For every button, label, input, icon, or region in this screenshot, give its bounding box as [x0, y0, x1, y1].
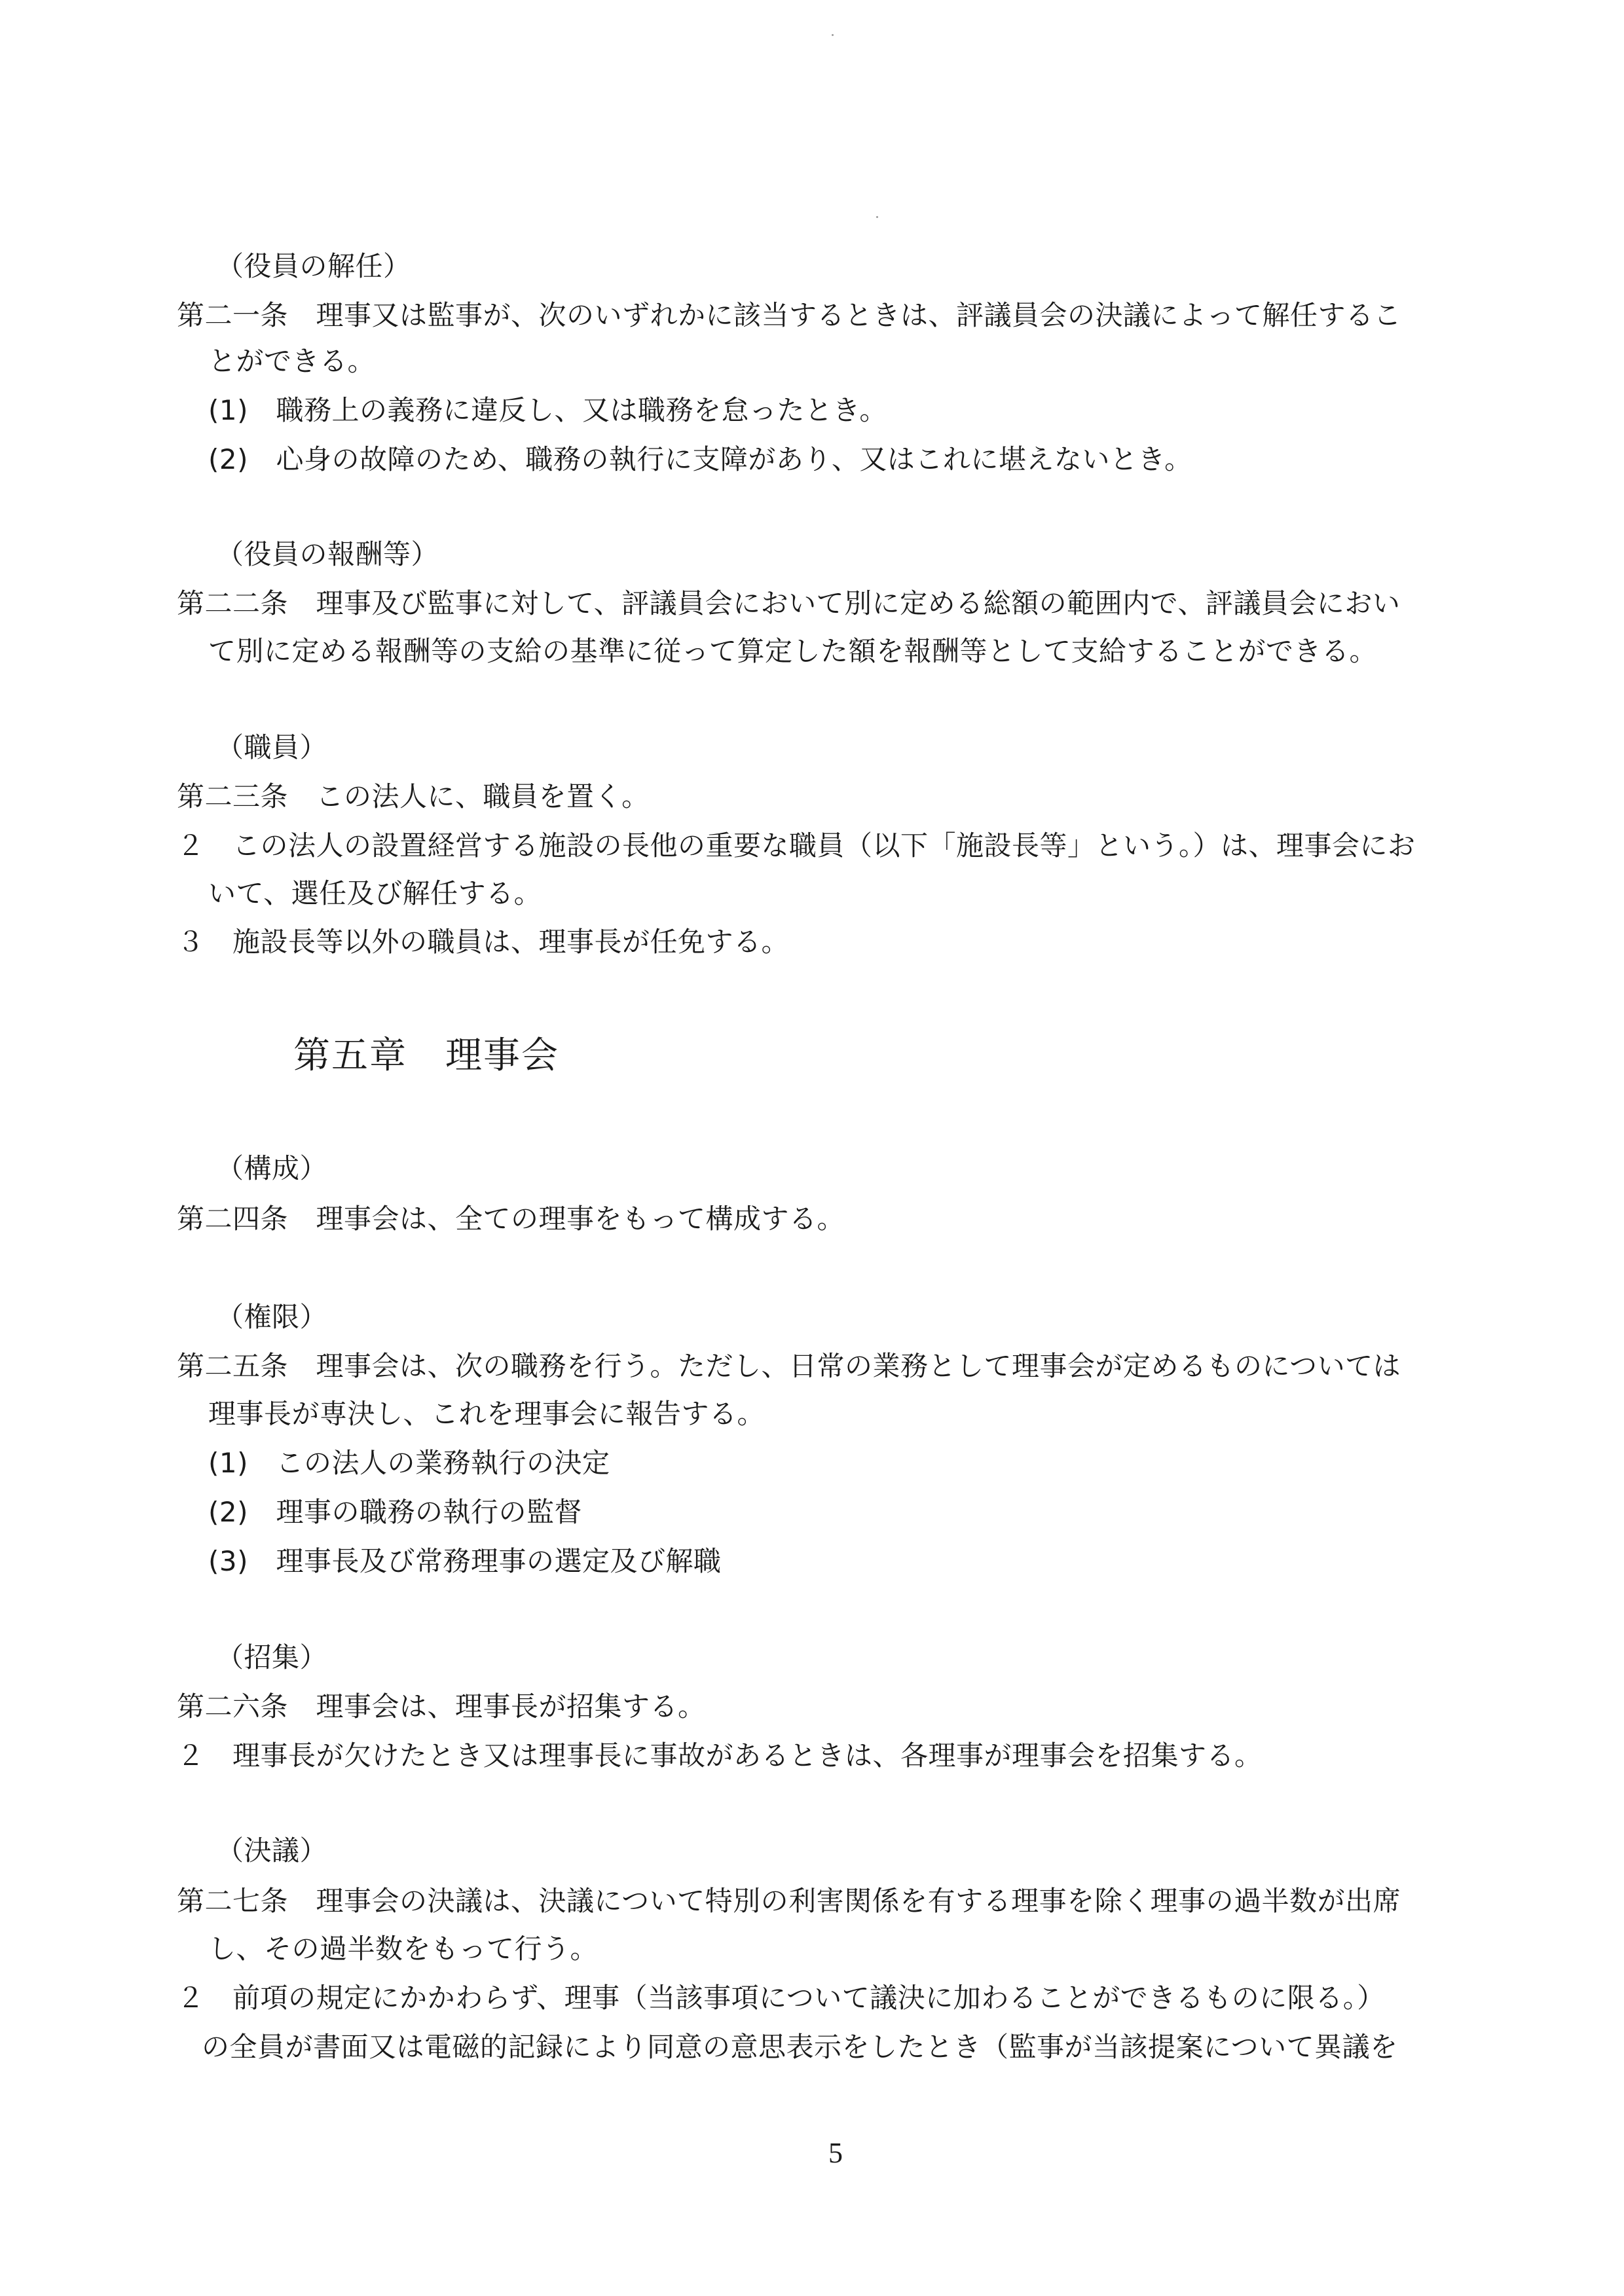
article-item: (1) この法人の業務執行の決定 [208, 1447, 610, 1479]
article-text: 第二三条 この法人に、職員を置く。 [177, 780, 650, 812]
article-text: 第二四条 理事会は、全ての理事をもって構成する。 [177, 1203, 845, 1235]
article-paragraph: ３ 施設長等以外の職員は、理事長が任免する。 [177, 926, 790, 958]
article-caption: （役員の解任） [216, 250, 411, 282]
article-text: 第二七条 理事会の決議は、決議について特別の利害関係を有する理事を除く理事の過半数が出席 [177, 1885, 1401, 1917]
page-number: 5 [828, 2137, 843, 2169]
article-caption: （構成） [216, 1152, 328, 1184]
article-caption: （決議） [216, 1834, 328, 1867]
article-text: し、その過半数をもって行う。 [208, 1933, 599, 1965]
article-paragraph: ２ 前項の規定にかかわらず、理事（当該事項について議決に加わることができるものに限る。） [177, 1982, 1385, 2014]
article-item: (3) 理事長及び常務理事の選定及び解職 [208, 1545, 722, 1577]
article-paragraph: の全員が書面又は電磁的記録により同意の意思表示をしたとき（監事が当該提案について異議を [202, 2031, 1398, 2063]
article-caption: （権限） [216, 1301, 328, 1333]
article-text: 第二二条 理事及び監事に対して、評議員会において別に定める総額の範囲内で、評議員会におい [177, 587, 1401, 619]
article-caption: （職員） [216, 731, 328, 763]
article-item: (2) 理事の職務の執行の監督 [208, 1496, 582, 1528]
scan-speck [832, 34, 834, 36]
article-caption: （役員の報酬等） [216, 538, 439, 570]
article-paragraph: いて、選任及び解任する。 [208, 877, 542, 909]
article-text: 第二一条 理事又は監事が、次のいずれかに該当するときは、評議員会の決議によって解任するこ [177, 299, 1402, 331]
article-paragraph: ２ 理事長が欠けたとき又は理事長に事故があるときは、各理事が理事会を招集する。 [177, 1740, 1263, 1772]
article-text: とができる。 [208, 345, 376, 377]
article-text: 第二六条 理事会は、理事長が招集する。 [177, 1690, 706, 1722]
article-item: (2) 心身の故障のため、職務の執行に支障があり、又はこれに堪えないとき。 [208, 443, 1192, 475]
article-text: て別に定める報酬等の支給の基準に従って算定した額を報酬等として支給することができる。 [208, 635, 1378, 667]
article-text: 第二五条 理事会は、次の職務を行う。ただし、日常の業務として理事会が定めるものについては [177, 1350, 1401, 1382]
article-text: 理事長が専決し、これを理事会に報告する。 [208, 1398, 766, 1430]
article-item: (1) 職務上の義務に違反し、又は職務を怠ったとき。 [208, 394, 887, 426]
article-paragraph: ２ この法人の設置経営する施設の長他の重要な職員（以下「施設長等」という。）は、理事会にお [177, 829, 1416, 862]
chapter-heading: 第五章 理事会 [293, 1034, 559, 1077]
article-caption: （招集） [216, 1641, 328, 1673]
scan-speck [876, 216, 878, 218]
